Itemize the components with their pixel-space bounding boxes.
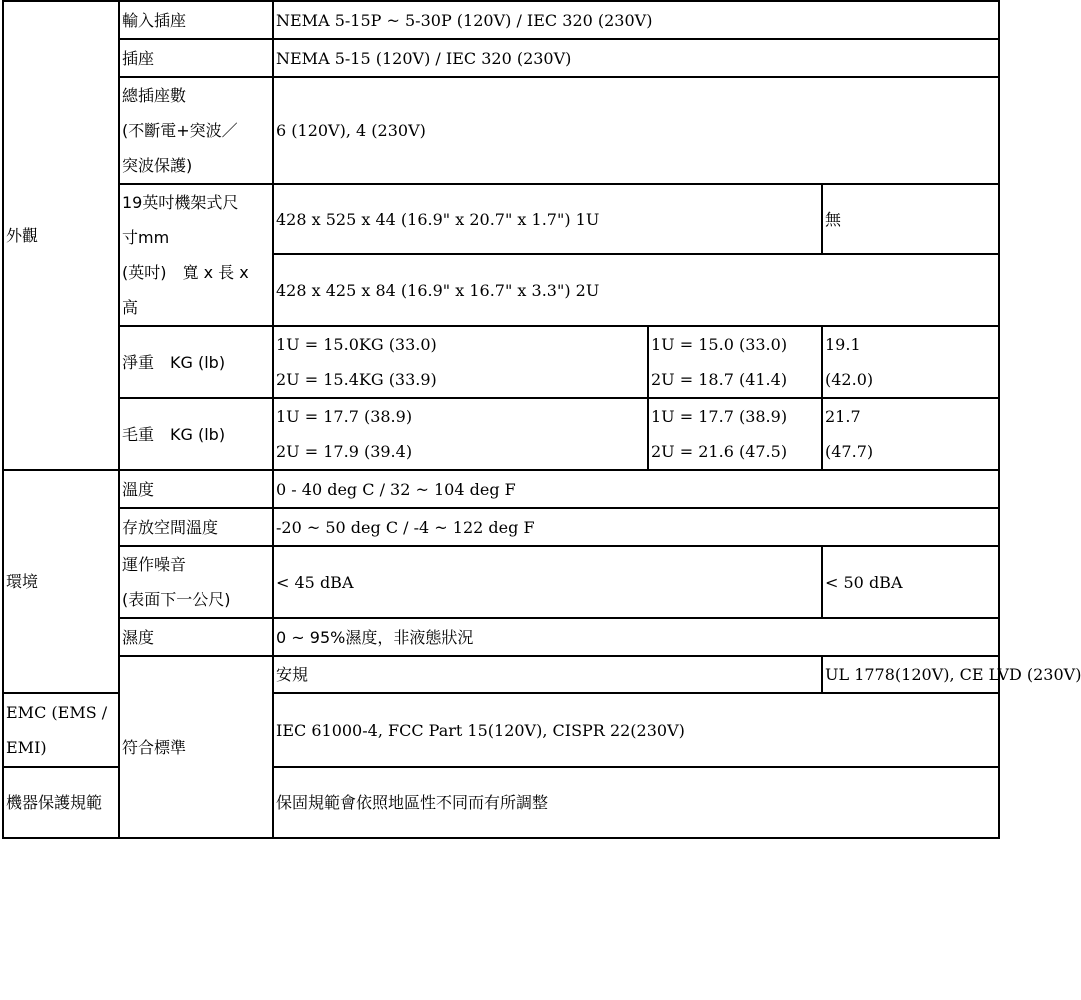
cell-line: 2U = 21.6 (47.5) — [651, 442, 788, 461]
label-total-outlets — [119, 77, 273, 184]
net-weight-col1 — [273, 326, 648, 398]
value-noise-alt: < 50 dBA — [822, 546, 999, 618]
label-storage-temp: 存放空間溫度 — [119, 508, 273, 546]
cell-line: 1U = 15.0KG (33.0) — [276, 335, 437, 354]
section-environment: 環境 — [3, 470, 119, 693]
label-line: 高 — [122, 298, 139, 317]
value-dimensions-2u: 428 x 425 x 84 (16.9" x 16.7" x 3.3") 2U — [273, 254, 999, 326]
value-safety: UL 1778(120V), CE LVD (230V) — [822, 656, 999, 693]
table-row — [3, 546, 999, 618]
table-row — [3, 398, 999, 470]
label-line: 19英吋機架式尺 — [122, 193, 239, 212]
gross-weight-col1 — [273, 398, 648, 470]
label-line: 寸mm — [122, 228, 170, 247]
cell-line: 2U = 18.7 (41.4) — [651, 370, 788, 389]
value-total-outlets: 6 (120V), 4 (230V) — [273, 77, 999, 184]
value-dimensions-1u-alt: 無 — [822, 184, 999, 254]
value-outlet: NEMA 5-15 (120V) / IEC 320 (230V) — [273, 39, 999, 77]
net-weight-col3 — [822, 326, 999, 398]
label-line: (表面下一公尺) — [122, 590, 231, 609]
value-warranty: 保固規範會依照地區性不同而有所調整 — [273, 767, 999, 838]
value-humidity: 0 ~ 95%濕度，非液態狀況 — [273, 618, 999, 656]
cell-line: (47.7) — [825, 442, 874, 461]
label-temperature: 溫度 — [119, 470, 273, 508]
label-safety: 安規 — [273, 656, 822, 693]
table-row — [3, 184, 999, 254]
label-line: (不斷電+突波／ — [122, 121, 238, 140]
cell-line: 19.1 — [825, 335, 861, 354]
label-line: 突波保護) — [122, 156, 193, 175]
table-row — [3, 618, 999, 656]
table-row — [3, 39, 999, 77]
gross-weight-col2 — [648, 398, 822, 470]
gross-weight-col3 — [822, 398, 999, 470]
section-warranty: 機器保護規範 — [3, 767, 119, 838]
label-net-weight: 淨重 KG (lb) — [119, 326, 273, 398]
label-noise — [119, 546, 273, 618]
cell-line: 1U = 17.7 (38.9) — [651, 407, 788, 426]
section-appearance: 外觀 — [3, 1, 119, 470]
cell-line: 1U = 15.0 (33.0) — [651, 335, 788, 354]
net-weight-col2 — [648, 326, 822, 398]
value-storage-temp: -20 ~ 50 deg C / -4 ~ 122 deg F — [273, 508, 999, 546]
cell-line: 2U = 15.4KG (33.9) — [276, 370, 437, 389]
value-noise: < 45 dBA — [273, 546, 822, 618]
label-dimensions — [119, 184, 273, 326]
label-input-plug: 輸入插座 — [119, 1, 273, 39]
value-dimensions-1u: 428 x 525 x 44 (16.9" x 20.7" x 1.7") 1U — [273, 184, 822, 254]
table-row — [3, 656, 999, 693]
cell-line: 2U = 17.9 (39.4) — [276, 442, 413, 461]
cell-line: 1U = 17.7 (38.9) — [276, 407, 413, 426]
label-line: 總插座數 — [122, 86, 187, 105]
value-input-plug: NEMA 5-15P ~ 5-30P (120V) / IEC 320 (230V) — [273, 1, 999, 39]
label-outlet: 插座 — [119, 39, 273, 77]
table-row — [3, 77, 999, 184]
spec-table — [2, 0, 1081, 839]
label-gross-weight: 毛重 KG (lb) — [119, 398, 273, 470]
label-line: (英吋) 寬 x 長 x — [122, 263, 249, 282]
cell-line: 21.7 — [825, 407, 861, 426]
value-emc: IEC 61000-4, FCC Part 15(120V), CISPR 22(230V) — [273, 693, 999, 767]
table-row — [3, 508, 999, 546]
value-temperature: 0 - 40 deg C / 32 ~ 104 deg F — [273, 470, 999, 508]
cell-line: (42.0) — [825, 370, 874, 389]
table-row — [3, 326, 999, 398]
label-line: 運作噪音 — [122, 555, 187, 574]
table-row — [3, 470, 999, 508]
label-humidity: 濕度 — [119, 618, 273, 656]
table-row — [3, 1, 999, 39]
label-compliance: 符合標準 — [119, 656, 273, 838]
section-emc: EMC (EMS / EMI) — [3, 693, 119, 767]
